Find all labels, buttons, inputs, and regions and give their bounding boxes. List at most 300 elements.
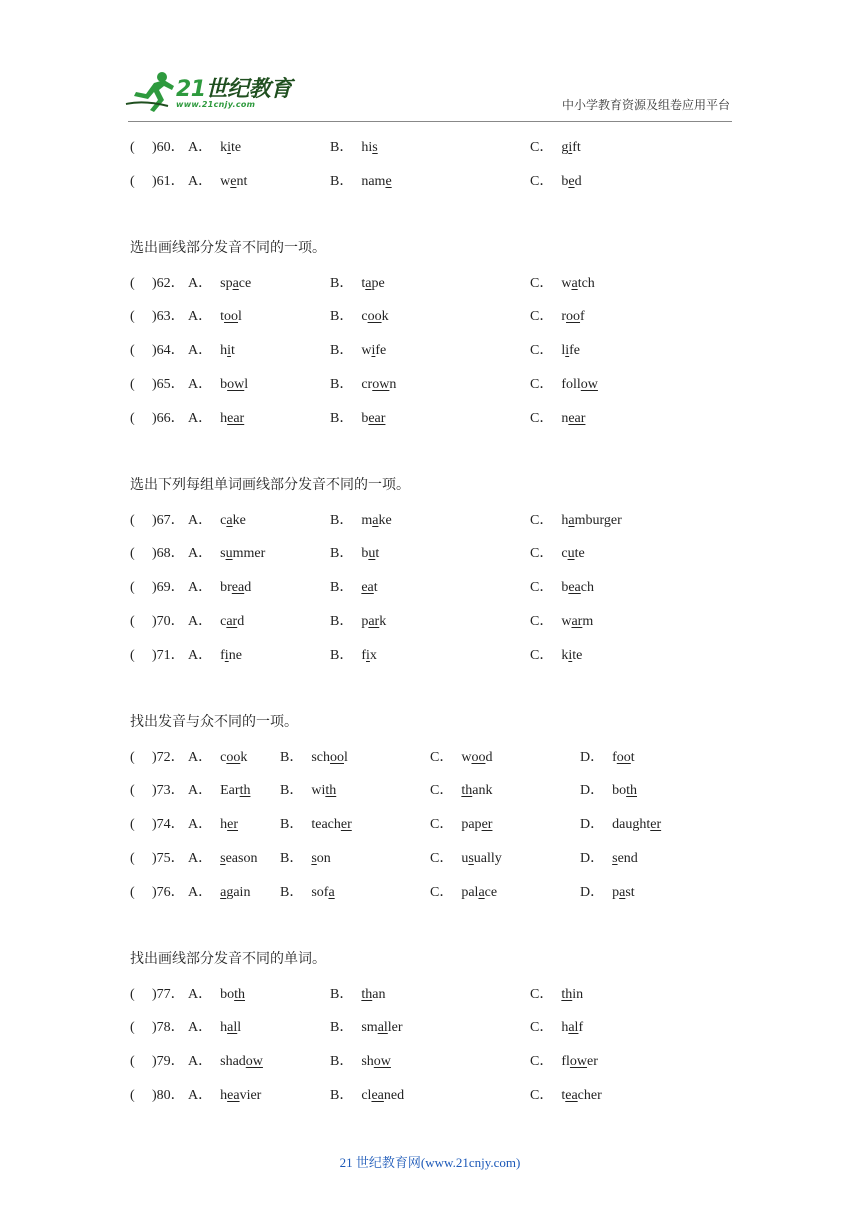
option-a[interactable] [188, 337, 235, 365]
option-a[interactable] [188, 981, 245, 1009]
option-word [220, 513, 246, 528]
option-a[interactable] [188, 303, 242, 331]
page-footer[interactable]: 21 世纪教育网(www.21cnjy.com) [339, 1155, 521, 1170]
option-b[interactable] [330, 642, 377, 670]
question-number: )60． [152, 140, 185, 155]
option-a[interactable] [188, 811, 238, 839]
question-number: )73． [152, 783, 185, 799]
logo-url: www.21cnjy.com [176, 100, 256, 109]
option-label: C． [530, 986, 554, 1002]
header-tagline: 中小学教育资源及组卷应用平台 [561, 98, 730, 112]
answer-blank[interactable]: ( [130, 410, 135, 426]
option-a[interactable] [188, 608, 244, 636]
option-word [220, 377, 248, 392]
option-b[interactable] [330, 574, 378, 602]
option-word [220, 343, 235, 358]
option-label: C． [530, 1087, 554, 1103]
option-label: C． [530, 140, 554, 155]
option-b[interactable] [280, 744, 348, 772]
option-a[interactable] [188, 371, 248, 399]
question-number: )76． [152, 884, 185, 900]
underlined-segment: ea [227, 1087, 240, 1103]
word-segment: nam [361, 173, 386, 189]
question-number: )62． [152, 275, 185, 291]
option-c[interactable] [530, 507, 622, 535]
option-word [220, 1088, 261, 1103]
option-label: A． [188, 512, 213, 528]
underlined-segment: i [371, 343, 376, 359]
option-b[interactable] [280, 811, 352, 839]
section-gap [130, 439, 750, 471]
option-label: A． [188, 986, 213, 1002]
runner-logo-icon [124, 70, 176, 114]
option-word [361, 140, 377, 155]
word-segment: cher [577, 1087, 602, 1103]
answer-blank[interactable]: ( [130, 817, 135, 833]
word-segment: t [373, 580, 378, 596]
word-segment: an [372, 986, 386, 1002]
underlined-segment: a [226, 512, 233, 528]
section-title: 找出画线部分发音不同的单词。 [130, 950, 326, 967]
option-d[interactable] [580, 879, 635, 907]
option-label: B． [330, 173, 354, 189]
option-a[interactable] [188, 845, 257, 873]
answer-blank[interactable]: ( [130, 343, 135, 359]
option-label: B． [330, 1054, 354, 1070]
underlined-segment: ow [227, 376, 245, 392]
option-a[interactable] [188, 540, 265, 568]
question-number: )74． [152, 817, 185, 833]
question-row [130, 642, 750, 676]
option-a[interactable] [188, 642, 242, 670]
option-word [561, 546, 584, 561]
option-c[interactable] [530, 574, 594, 602]
option-word [561, 1088, 601, 1103]
underlined-segment: ea [565, 1087, 578, 1103]
word-segment: k [561, 647, 569, 663]
question-row [130, 134, 750, 168]
option-a[interactable] [188, 134, 241, 162]
option-word [561, 987, 583, 1002]
underlined-segment: th [325, 783, 337, 799]
question-row [130, 608, 750, 642]
option-word [461, 851, 501, 866]
option-label: D． [580, 749, 605, 765]
option-word [220, 309, 242, 324]
option-c[interactable] [530, 134, 581, 162]
answer-blank[interactable]: ( [130, 376, 135, 392]
word-segment: fl [561, 1054, 570, 1070]
option-word [561, 513, 621, 528]
option-label: A． [188, 546, 213, 562]
option-label: A． [188, 580, 213, 596]
option-b[interactable] [330, 1082, 404, 1110]
option-word [220, 851, 257, 866]
option-d[interactable] [580, 845, 638, 873]
word-segment: ler [387, 1020, 403, 1036]
word-segment: fe [375, 343, 387, 359]
option-label: B． [280, 884, 304, 900]
underlined-segment: oo [471, 749, 486, 765]
option-c[interactable] [530, 1048, 598, 1076]
option-label: A． [188, 410, 213, 426]
option-a[interactable] [188, 1082, 261, 1110]
option-b[interactable] [330, 337, 386, 365]
option-word [220, 817, 238, 832]
option-label: A． [188, 140, 213, 155]
answer-blank[interactable]: ( [130, 309, 135, 325]
word-segment: c [361, 309, 368, 325]
option-b[interactable] [330, 371, 396, 399]
option-c[interactable] [530, 337, 580, 365]
question-number: )70． [152, 613, 185, 629]
option-word [361, 614, 386, 629]
word-segment: ke [378, 512, 392, 528]
option-c[interactable] [530, 608, 593, 636]
option-word [461, 783, 492, 798]
question-row [130, 981, 750, 1015]
option-a[interactable] [188, 879, 250, 907]
question-number: )78． [152, 1020, 185, 1036]
option-word [461, 817, 492, 832]
option-label: A． [188, 173, 213, 189]
option-b[interactable] [330, 270, 385, 298]
word-segment: h [561, 1020, 569, 1036]
option-word [220, 174, 247, 189]
option-word [311, 817, 351, 832]
answer-blank[interactable]: ( [130, 173, 135, 189]
option-word [612, 750, 635, 765]
option-word [612, 783, 637, 798]
underlined-segment: ow [373, 1054, 391, 1070]
option-label: B． [280, 817, 304, 833]
option-label: B． [330, 580, 354, 596]
word-segment: w [220, 173, 231, 189]
option-b[interactable] [330, 303, 389, 331]
option-word [220, 648, 242, 663]
option-label: A． [188, 1020, 213, 1036]
option-b[interactable] [330, 608, 386, 636]
word-segment: ch [580, 580, 594, 596]
option-word [311, 783, 336, 798]
word-segment: er [587, 1054, 598, 1070]
option-b[interactable] [280, 777, 336, 805]
option-c[interactable] [530, 168, 582, 196]
option-d[interactable] [580, 744, 635, 772]
underlined-segment: s [612, 850, 618, 866]
option-label: D． [580, 783, 605, 799]
word-segment: t [220, 309, 225, 325]
word-segment: te [574, 546, 585, 562]
option-b[interactable] [330, 1048, 391, 1076]
word-segment: f [578, 1020, 584, 1036]
underlined-segment: a [372, 512, 379, 528]
option-label: C． [530, 546, 554, 562]
word-segment: l [561, 343, 566, 359]
word-segment: ke [232, 512, 246, 528]
underlined-segment: al [227, 1020, 238, 1036]
option-b[interactable] [330, 981, 385, 1009]
option-word [461, 750, 492, 765]
word-segment: cl [361, 1087, 372, 1103]
option-word [220, 987, 245, 1002]
word-segment: on [316, 850, 331, 866]
option-label: A． [188, 1087, 213, 1103]
word-segment: b [361, 546, 369, 562]
answer-blank[interactable]: ( [130, 884, 135, 900]
option-a[interactable] [188, 1014, 241, 1042]
underlined-segment: ar [226, 613, 238, 629]
option-word [220, 783, 250, 798]
option-a[interactable] [188, 507, 246, 535]
option-word [361, 513, 391, 528]
underlined-segment: er [227, 817, 239, 833]
word-segment: c [220, 512, 227, 528]
question-row [130, 337, 750, 371]
question-number: )61． [152, 173, 185, 189]
option-word [561, 1054, 598, 1069]
underlined-segment: s [311, 850, 317, 866]
option-c[interactable] [430, 845, 502, 873]
option-a[interactable] [188, 270, 251, 298]
section-title: 找出发音与众不同的一项。 [130, 713, 298, 730]
option-label: C． [530, 1020, 554, 1036]
question-row [130, 303, 750, 337]
section-title: 选出画线部分发音不同的一项。 [130, 239, 326, 256]
option-word [461, 885, 497, 900]
word-segment: g [561, 140, 569, 155]
underlined-segment: u [225, 546, 233, 562]
option-b[interactable] [280, 879, 335, 907]
option-word [361, 411, 385, 426]
option-b[interactable] [280, 845, 331, 873]
word-segment: s [220, 546, 226, 562]
underlined-segment: s [372, 140, 378, 155]
option-label: B． [330, 613, 354, 629]
option-label: A． [188, 343, 213, 359]
option-label: B． [330, 140, 354, 155]
question-row [130, 1014, 750, 1048]
option-c[interactable] [530, 1014, 583, 1042]
answer-blank[interactable]: ( [130, 1087, 135, 1103]
option-word [220, 140, 241, 155]
underlined-segment: ea [361, 580, 374, 596]
question-number: )71． [152, 647, 185, 663]
option-label: C． [530, 613, 554, 629]
underlined-segment: th [626, 783, 638, 799]
word-segment: sch [311, 749, 331, 765]
word-segment: t [361, 275, 366, 291]
question-row [130, 845, 750, 879]
answer-blank[interactable]: ( [130, 512, 135, 528]
underlined-segment: al [568, 1020, 579, 1036]
answer-blank[interactable]: ( [130, 647, 135, 663]
option-label: B． [330, 410, 354, 426]
option-word [361, 648, 377, 663]
word-segment: sm [361, 1020, 378, 1036]
option-label: A． [188, 817, 213, 833]
option-label: A． [188, 647, 213, 663]
option-b[interactable] [330, 168, 392, 196]
option-b[interactable] [330, 405, 385, 433]
option-a[interactable] [188, 168, 247, 196]
option-label: A． [188, 309, 213, 325]
answer-blank[interactable]: ( [130, 783, 135, 799]
underlined-segment: ear [568, 410, 586, 426]
word-segment: eason [225, 850, 258, 866]
option-label: C． [530, 512, 554, 528]
word-segment: w [561, 275, 572, 291]
section-gap [130, 676, 750, 708]
word-segment: k [379, 613, 387, 629]
answer-blank[interactable]: ( [130, 140, 135, 155]
option-label: C． [530, 275, 554, 291]
question-number: )79． [152, 1054, 185, 1070]
option-c[interactable] [430, 744, 492, 772]
option-label: C． [530, 343, 554, 359]
underlined-segment: ow [245, 1054, 263, 1070]
option-c[interactable] [530, 642, 582, 670]
underlined-segment: oo [226, 749, 241, 765]
option-label: C． [530, 580, 554, 596]
underlined-segment: i [565, 343, 570, 359]
underlined-segment: ow [580, 376, 598, 392]
answer-blank[interactable]: ( [130, 275, 135, 291]
option-b[interactable] [330, 1014, 403, 1042]
option-c[interactable] [530, 303, 585, 331]
option-a[interactable] [188, 1048, 263, 1076]
question-row [130, 777, 750, 811]
option-label: A． [188, 1054, 213, 1070]
option-c[interactable] [530, 270, 595, 298]
answer-blank[interactable]: ( [130, 986, 135, 1002]
word-segment: hi [361, 140, 373, 155]
underlined-segment: a [478, 884, 485, 900]
word-segment: h [561, 512, 569, 528]
word-segment: mmer [232, 546, 266, 562]
word-segment: fe [569, 343, 581, 359]
option-label: A． [188, 275, 213, 291]
option-word [361, 309, 388, 324]
option-label: B． [330, 647, 354, 663]
underlined-segment: ow [372, 376, 390, 392]
section-gap [130, 913, 750, 945]
option-c[interactable] [530, 540, 585, 568]
underlined-segment: s [468, 850, 474, 866]
option-word [361, 1054, 391, 1069]
answer-blank[interactable]: ( [130, 1020, 135, 1036]
word-segment: d [574, 173, 582, 189]
option-c[interactable] [530, 981, 583, 1009]
word-segment: te [572, 647, 583, 663]
question-number: )75． [152, 850, 185, 866]
underlined-segment: e [568, 173, 575, 189]
option-b[interactable] [330, 540, 379, 568]
word-segment: daught [612, 817, 651, 833]
option-label: B． [330, 1020, 354, 1036]
word-segment: l [344, 749, 348, 765]
word-segment: l [244, 376, 249, 392]
option-c[interactable] [430, 879, 497, 907]
answer-blank[interactable]: ( [130, 613, 135, 629]
option-a[interactable] [188, 744, 247, 772]
underlined-segment: th [234, 986, 246, 1002]
option-c[interactable] [530, 371, 598, 399]
option-label: B． [330, 275, 354, 291]
option-label: B． [280, 850, 304, 866]
question-row [130, 744, 750, 778]
word-segment: b [561, 173, 569, 189]
word-segment: ned [383, 1087, 405, 1103]
site-logo[interactable] [124, 70, 294, 114]
question-number: )65． [152, 376, 185, 392]
underlined-segment: ear [368, 410, 386, 426]
option-word [361, 580, 377, 595]
option-d[interactable] [580, 777, 637, 805]
word-segment: Ear [220, 783, 240, 799]
underlined-segment: ea [231, 580, 245, 596]
option-word [612, 851, 638, 866]
option-c[interactable] [530, 405, 585, 433]
word-segment: gain [226, 884, 251, 900]
word-segment: bo [220, 986, 235, 1002]
word-segment: sof [311, 884, 329, 900]
option-c[interactable] [530, 1082, 602, 1110]
underlined-segment: oo [367, 309, 382, 325]
option-label: C． [430, 783, 454, 799]
option-a[interactable] [188, 405, 244, 433]
answer-blank[interactable]: ( [130, 546, 135, 562]
underlined-segment: u [368, 546, 376, 562]
underlined-segment: ear [227, 410, 245, 426]
word-segment: shad [220, 1054, 246, 1070]
word-segment: t [561, 1087, 566, 1103]
option-word [361, 174, 391, 189]
word-segment: l [237, 1020, 242, 1036]
underlined-segment: th [239, 783, 251, 799]
word-segment: ce [238, 275, 252, 291]
underlined-segment: i [227, 343, 232, 359]
option-c[interactable] [430, 777, 492, 805]
option-label: B． [330, 512, 354, 528]
underlined-segment: er [340, 817, 352, 833]
option-word [561, 276, 594, 291]
word-segment: vier [239, 1087, 262, 1103]
option-a[interactable] [188, 777, 250, 805]
answer-blank[interactable]: ( [130, 749, 135, 765]
option-label: C． [430, 749, 454, 765]
option-b[interactable] [330, 134, 378, 162]
question-number: )72． [152, 749, 185, 765]
option-word [361, 377, 396, 392]
option-word [220, 885, 250, 900]
word-segment: b [361, 410, 369, 426]
option-d[interactable] [580, 811, 661, 839]
option-word [561, 140, 580, 155]
option-word [311, 851, 330, 866]
option-a[interactable] [188, 574, 251, 602]
underlined-segment: th [361, 986, 373, 1002]
option-b[interactable] [330, 507, 392, 535]
answer-blank[interactable]: ( [130, 1054, 135, 1070]
answer-blank[interactable]: ( [130, 850, 135, 866]
word-segment: n [389, 376, 397, 392]
option-word [612, 885, 635, 900]
option-c[interactable] [430, 811, 492, 839]
option-word [220, 580, 251, 595]
answer-blank[interactable]: ( [130, 580, 135, 596]
underlined-segment: s [220, 850, 226, 866]
